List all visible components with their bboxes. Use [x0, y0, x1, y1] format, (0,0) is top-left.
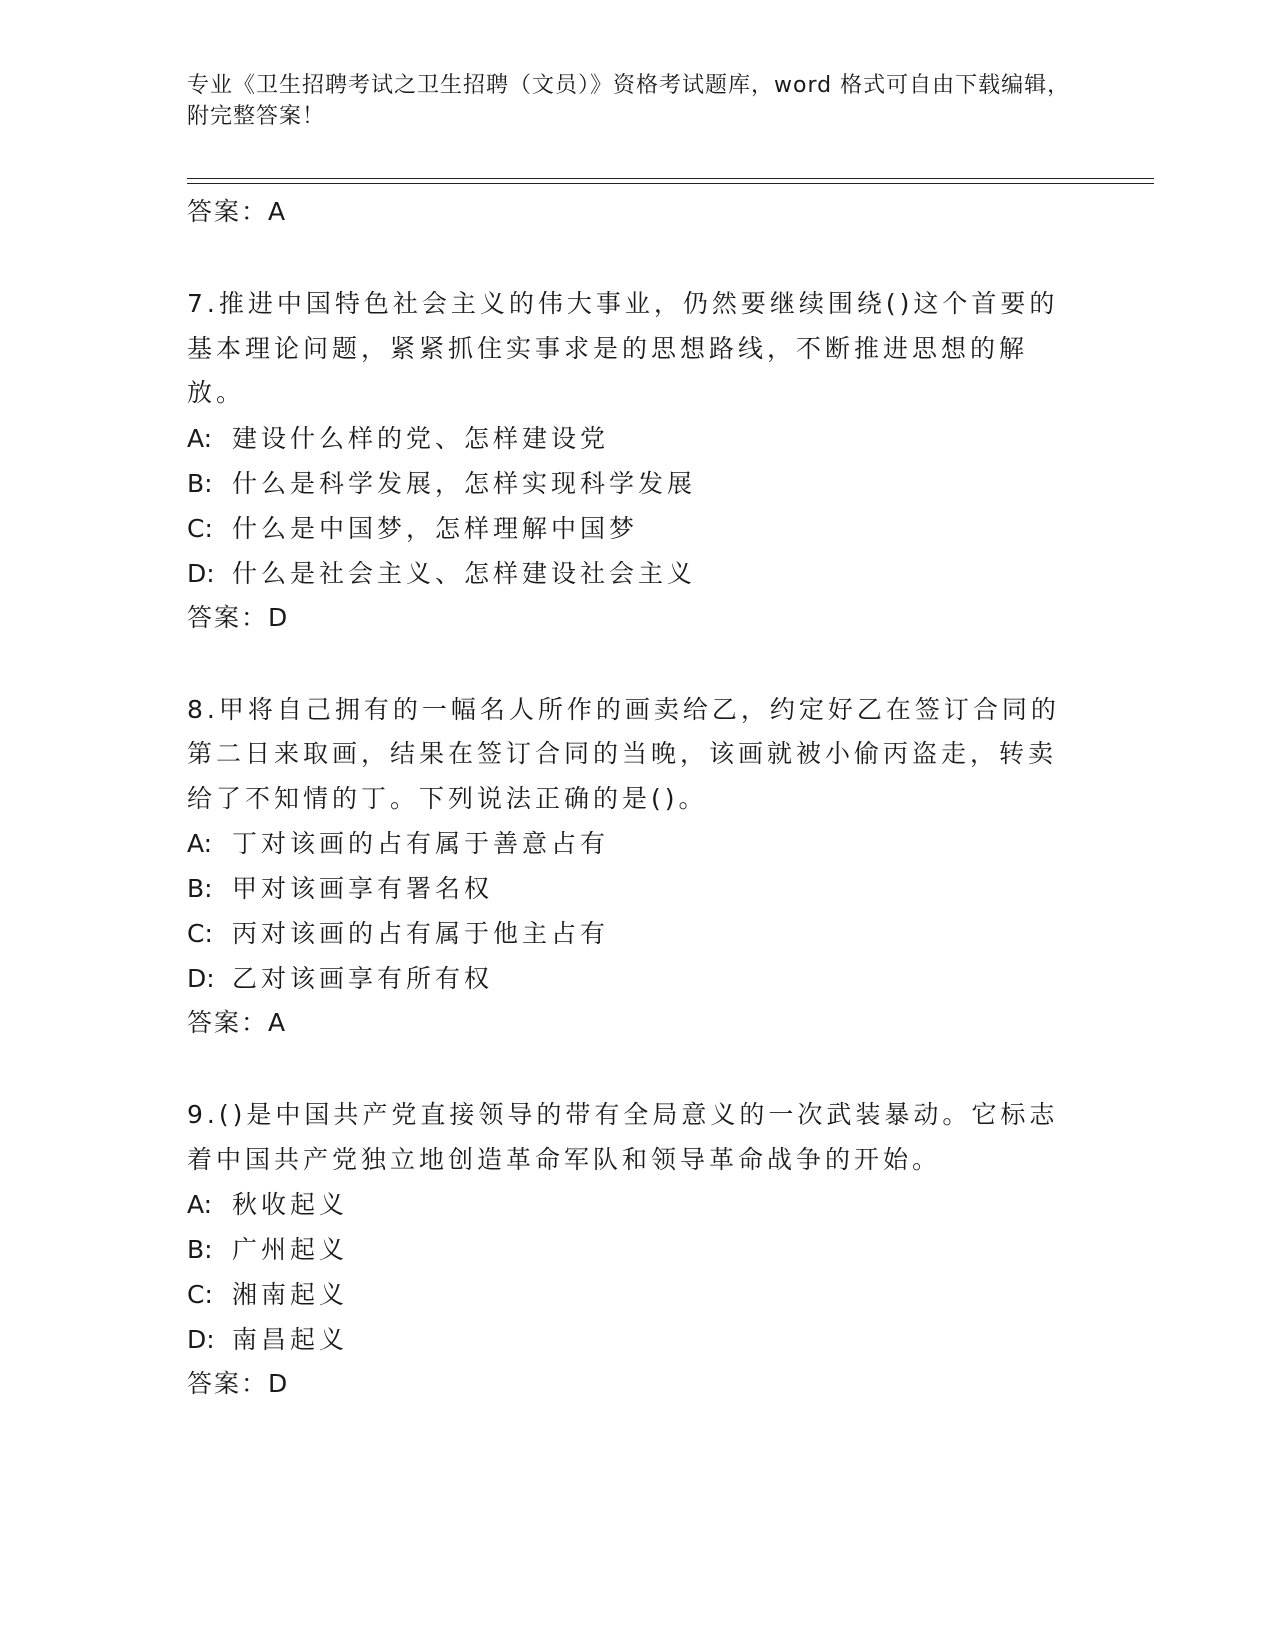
- option-text: 建设什么样的党、怎样建设党: [232, 423, 610, 453]
- option-text: 甲对该画享有署名权: [232, 874, 494, 903]
- option-a: [187, 821, 1067, 866]
- answer-label: 答案：: [187, 197, 269, 226]
- option-d: [187, 551, 1067, 596]
- option-text: 什么是科学发展，怎样实现科学发展: [232, 468, 697, 498]
- answer-value: D: [268, 1369, 290, 1398]
- question-8: [187, 688, 1067, 1046]
- header-rule: [187, 178, 1154, 179]
- option-text: 什么是社会主义、怎样建设社会主义: [232, 558, 697, 588]
- question-stem: 7.推进中国特色社会主义的伟大事业，仍然要继续围绕()这个首要的基本理论问题，紧紧抓住实事求是的思想路线，不断推进思想的解放。: [187, 289, 1059, 407]
- option-letter: A:: [187, 829, 213, 858]
- option-a: [187, 1182, 1067, 1227]
- question-stem: 8.甲将自己拥有的一幅名人所作的画卖给乙，约定好乙在签订合同的第二日来取画，结果在签订合同的当晚，该画就被小偷丙盗走，转卖给了不知情的丁。下列说法正确的是()。: [187, 694, 1060, 813]
- option-text: 什么是中国梦，怎样理解中国梦: [232, 513, 639, 543]
- question-9: [187, 1093, 1067, 1406]
- question-stem: 9.()是中国共产党直接领导的带有全局意义的一次武装暴动。它标志着中国共产党独立地创造革命军队和领导革命战争的开始。: [187, 1100, 1059, 1174]
- option-letter: A:: [187, 1190, 213, 1219]
- option-a: [187, 416, 1067, 461]
- answer-line: [187, 596, 1067, 640]
- option-d: [187, 956, 1067, 1001]
- option-text: 湘南起义: [232, 1280, 349, 1309]
- option-letter: A:: [187, 423, 213, 453]
- option-text: 秋收起义: [232, 1190, 349, 1219]
- question-list: [187, 190, 1067, 1406]
- option-text: 南昌起义: [232, 1325, 349, 1354]
- option-c: [187, 1272, 1067, 1317]
- option-letter: C:: [187, 919, 213, 948]
- header-rule-double: [187, 183, 1154, 184]
- option-text: 丙对该画的占有属于他主占有: [232, 919, 610, 948]
- answer-label: 答案：: [187, 602, 269, 632]
- option-d: [187, 1317, 1067, 1362]
- option-c: [187, 506, 1067, 551]
- option-c: [187, 911, 1067, 956]
- answer-label: 答案：: [187, 1369, 269, 1398]
- answer-value: A: [268, 197, 288, 226]
- option-text: 丁对该画的占有属于善意占有: [232, 829, 610, 858]
- option-text: 乙对该画享有所有权: [232, 964, 494, 993]
- option-letter: C:: [187, 1280, 213, 1309]
- answer-value: D: [268, 602, 290, 632]
- option-letter: B:: [187, 468, 213, 498]
- answer-line: [187, 1362, 1067, 1406]
- option-letter: D:: [187, 1325, 215, 1354]
- option-letter: B:: [187, 1235, 213, 1264]
- option-letter: D:: [187, 558, 215, 588]
- answer-line: [187, 190, 1067, 234]
- option-letter: C:: [187, 513, 213, 543]
- answer-value: A: [268, 1008, 288, 1037]
- option-letter: B:: [187, 874, 213, 903]
- option-b: [187, 461, 1067, 506]
- question-7: [187, 282, 1067, 640]
- option-b: [187, 1227, 1067, 1272]
- answer-line: [187, 1001, 1067, 1045]
- answer-label: 答案：: [187, 1008, 269, 1037]
- option-letter: D:: [187, 964, 215, 993]
- option-b: [187, 866, 1067, 911]
- page-header: 专业《卫生招聘考试之卫生招聘（文员）》资格考试题库，word 格式可自由下载编辑，附完整答案！: [187, 73, 1071, 129]
- option-text: 广州起义: [232, 1235, 349, 1264]
